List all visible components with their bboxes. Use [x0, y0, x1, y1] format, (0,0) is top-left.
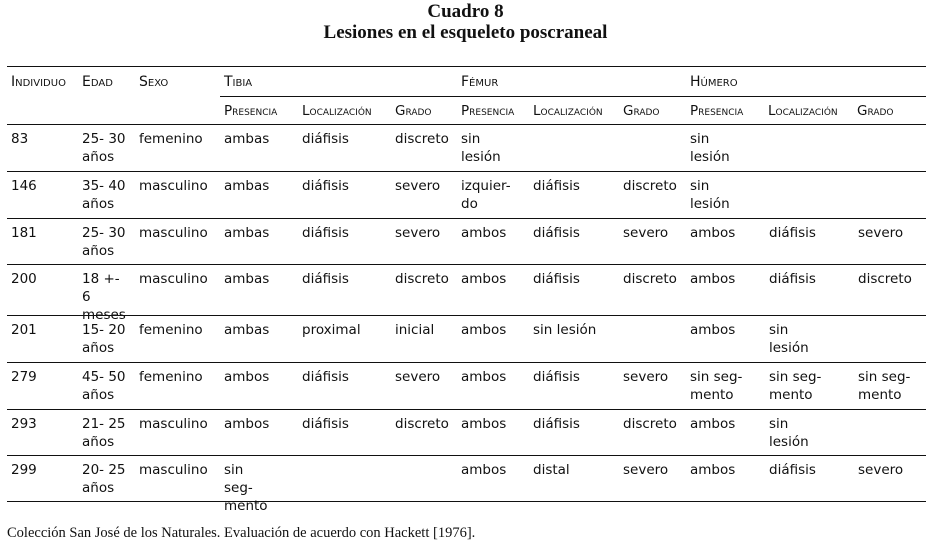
- bottom-rule: [7, 501, 926, 502]
- cell-individuo: 181: [11, 225, 37, 241]
- subheader-humero-presencia: Presencia: [690, 103, 744, 119]
- cell-tibia-presencia: ambas: [224, 322, 270, 338]
- cell-edad: 25- 30 años: [82, 225, 126, 259]
- header-edad: Edad: [82, 74, 113, 90]
- cell-individuo: 279: [11, 369, 37, 385]
- cell-femur-presencia: ambos: [461, 369, 507, 385]
- cell-humero-localizacion: sin seg- mento: [769, 369, 822, 403]
- cell-tibia-localizacion: diáfisis: [302, 369, 349, 385]
- cell-edad: 21- 25 años: [82, 416, 126, 450]
- cell-humero-grado: severo: [858, 225, 904, 241]
- cell-individuo: 299: [11, 462, 37, 478]
- cell-femur-localizacion: distal: [533, 462, 570, 478]
- cell-humero-localizacion: sin lesión: [769, 416, 809, 450]
- cell-edad: 25- 30 años: [82, 131, 126, 165]
- cell-humero-presencia: ambos: [690, 462, 736, 478]
- cell-sexo: masculino: [139, 416, 208, 432]
- cell-individuo: 201: [11, 322, 37, 338]
- cell-tibia-localizacion: diáfisis: [302, 416, 349, 432]
- cell-individuo: 293: [11, 416, 37, 432]
- row-divider: [7, 264, 926, 265]
- cell-femur-localizacion: diáfisis: [533, 369, 580, 385]
- cell-tibia-grado: discreto: [395, 271, 449, 287]
- cell-femur-grado: severo: [623, 369, 669, 385]
- cell-humero-localizacion: sin lesión: [769, 322, 809, 356]
- cell-sexo: masculino: [139, 462, 208, 478]
- cell-tibia-presencia: ambas: [224, 225, 270, 241]
- cell-edad: 35- 40 años: [82, 178, 126, 212]
- cell-femur-presencia: ambos: [461, 225, 507, 241]
- cell-tibia-grado: severo: [395, 178, 441, 194]
- cell-tibia-localizacion: proximal: [302, 322, 361, 338]
- cell-femur-presencia: ambos: [461, 462, 507, 478]
- header-sexo: Sexo: [139, 74, 169, 90]
- cell-individuo: 200: [11, 271, 37, 287]
- cell-femur-presencia: izquier- do: [461, 178, 511, 212]
- subheader-femur-grado: Grado: [623, 103, 660, 119]
- row-divider: [7, 409, 926, 410]
- footnote: Colección San José de los Naturales. Evaluación de acuerdo con Hackett [1976].: [7, 525, 476, 541]
- cell-humero-presencia: ambos: [690, 322, 736, 338]
- header-rule: [7, 124, 926, 125]
- cell-edad: 45- 50 años: [82, 369, 126, 403]
- table-subtitle: Lesiones en el esqueleto poscraneal: [323, 22, 608, 43]
- cell-femur-localizacion: sin lesión: [533, 322, 597, 338]
- cell-femur-grado: discreto: [623, 178, 677, 194]
- cell-humero-presencia: sin lesión: [690, 131, 730, 165]
- cell-femur-presencia: ambos: [461, 322, 507, 338]
- cell-humero-grado: severo: [858, 462, 904, 478]
- cell-tibia-grado: discreto: [395, 416, 449, 432]
- header-individuo: Individuo: [11, 74, 66, 90]
- row-divider: [7, 362, 926, 363]
- row-divider: [7, 455, 926, 456]
- cell-sexo: femenino: [139, 369, 203, 385]
- cell-tibia-localizacion: diáfisis: [302, 131, 349, 147]
- cell-femur-localizacion: diáfisis: [533, 416, 580, 432]
- cell-humero-presencia: ambos: [690, 225, 736, 241]
- cell-humero-localizacion: diáfisis: [769, 462, 816, 478]
- cell-humero-presencia: sin lesión: [690, 178, 730, 212]
- cell-femur-localizacion: diáfisis: [533, 271, 580, 287]
- cell-humero-presencia: ambos: [690, 416, 736, 432]
- row-divider: [7, 171, 926, 172]
- cell-femur-presencia: sin lesión: [461, 131, 501, 165]
- cell-femur-grado: severo: [623, 462, 669, 478]
- cell-femur-presencia: ambos: [461, 271, 507, 287]
- cell-humero-localizacion: diáfisis: [769, 271, 816, 287]
- cell-sexo: masculino: [139, 271, 208, 287]
- cell-femur-grado: severo: [623, 225, 669, 241]
- header-tibia: Tibia: [224, 74, 253, 90]
- subheader-tibia-grado: Grado: [395, 103, 432, 119]
- header-femur: Fémur: [461, 74, 499, 90]
- cell-tibia-presencia: sin seg- mento: [224, 462, 268, 514]
- cell-humero-grado: sin seg- mento: [858, 369, 911, 403]
- cell-humero-presencia: ambos: [690, 271, 736, 287]
- subheader-femur-presencia: Presencia: [461, 103, 515, 119]
- header-humero: Húmero: [690, 74, 738, 90]
- cell-tibia-presencia: ambas: [224, 271, 270, 287]
- cell-humero-presencia: sin seg- mento: [690, 369, 743, 403]
- cell-individuo: 83: [11, 131, 29, 147]
- cell-femur-localizacion: diáfisis: [533, 225, 580, 241]
- cell-tibia-grado: inicial: [395, 322, 435, 338]
- cell-tibia-localizacion: diáfisis: [302, 178, 349, 194]
- cell-tibia-localizacion: diáfisis: [302, 271, 349, 287]
- cell-tibia-presencia: ambas: [224, 178, 270, 194]
- cell-tibia-grado: severo: [395, 225, 441, 241]
- cell-tibia-presencia: ambas: [224, 131, 270, 147]
- group-rule: [220, 96, 926, 97]
- cell-tibia-localizacion: diáfisis: [302, 225, 349, 241]
- cell-tibia-presencia: ambos: [224, 369, 270, 385]
- cell-tibia-grado: discreto: [395, 131, 449, 147]
- subheader-femur-localizacion: Localización: [533, 103, 603, 119]
- cell-sexo: femenino: [139, 131, 203, 147]
- cell-sexo: femenino: [139, 322, 203, 338]
- cell-individuo: 146: [11, 178, 37, 194]
- table-title: Cuadro 8: [427, 1, 504, 22]
- cell-femur-grado: discreto: [623, 271, 677, 287]
- cell-humero-localizacion: diáfisis: [769, 225, 816, 241]
- subheader-humero-localizacion: Localización: [768, 103, 838, 119]
- cell-femur-presencia: ambos: [461, 416, 507, 432]
- subheader-tibia-presencia: Presencia: [224, 103, 278, 119]
- subheader-humero-grado: Grado: [857, 103, 894, 119]
- cell-edad: 18 +- 6 meses: [82, 271, 126, 323]
- row-divider: [7, 218, 926, 219]
- cell-sexo: masculino: [139, 178, 208, 194]
- cell-edad: 15- 20 años: [82, 322, 126, 356]
- cell-edad: 20- 25 años: [82, 462, 126, 496]
- subheader-tibia-localizacion: Localización: [302, 103, 372, 119]
- row-divider: [7, 315, 926, 316]
- cell-tibia-presencia: ambos: [224, 416, 270, 432]
- cell-femur-grado: discreto: [623, 416, 677, 432]
- top-rule: [7, 66, 926, 67]
- cell-humero-grado: discreto: [858, 271, 912, 287]
- cell-femur-localizacion: diáfisis: [533, 178, 580, 194]
- cell-tibia-grado: severo: [395, 369, 441, 385]
- cell-sexo: masculino: [139, 225, 208, 241]
